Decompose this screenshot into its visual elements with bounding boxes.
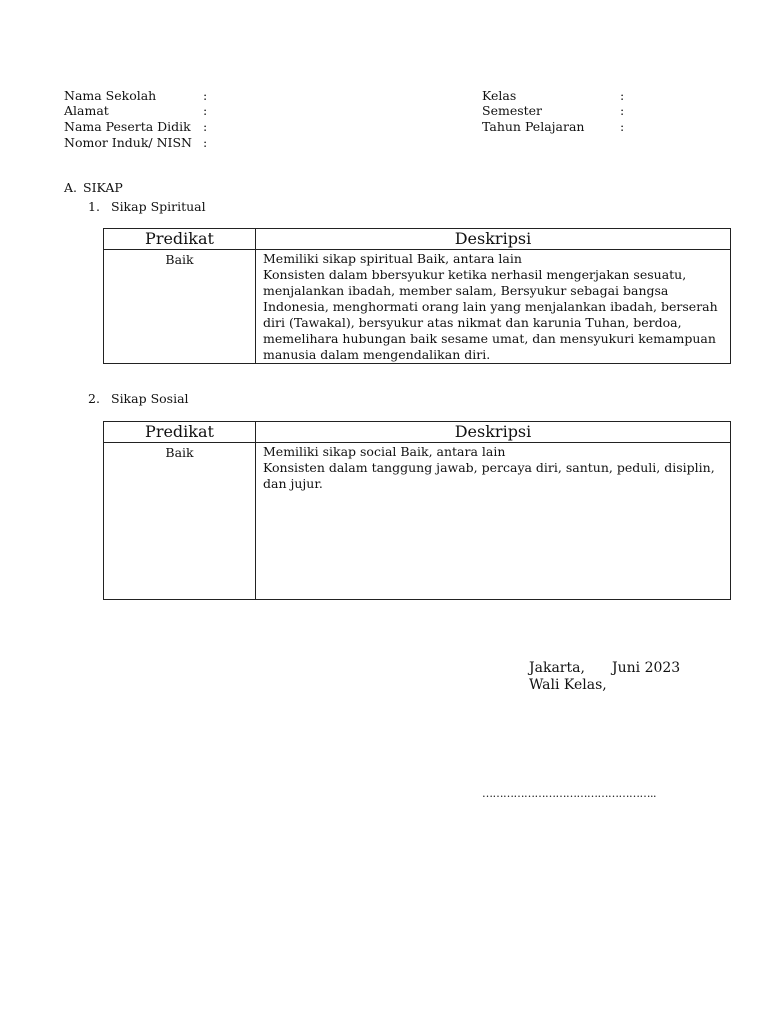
deskripsi-line-1: Memiliki sikap social Baik, antara lain xyxy=(263,444,506,459)
deskripsi-line-1: Memiliki sikap spiritual Baik, antara lain xyxy=(263,251,522,266)
colon: : xyxy=(203,88,208,103)
label-nomor-induk-nisn: Nomor Induk/ NISN xyxy=(64,135,192,150)
label-semester: Semester xyxy=(482,103,543,118)
colon: : xyxy=(203,119,208,134)
label-nama-peserta-didik: Nama Peserta Didik xyxy=(64,119,191,134)
item-number: 1. xyxy=(88,199,100,214)
table-header-row xyxy=(104,422,731,443)
predikat-value: Baik xyxy=(104,443,256,600)
colon: : xyxy=(203,103,208,118)
col-header-deskripsi: Deskripsi xyxy=(256,422,731,443)
deskripsi-cell xyxy=(256,443,731,600)
predikat-value: Baik xyxy=(104,250,256,364)
col-header-predikat: Predikat xyxy=(104,229,256,250)
colon: : xyxy=(620,119,625,134)
table-header-row xyxy=(104,229,731,250)
label-nama-sekolah: Nama Sekolah xyxy=(64,88,157,103)
deskripsi-line-2: Konsisten dalam bbersyukur ketika nerhasil mengerjakan sesuatu, menjalankan ibadah, member salam, Bersyukur sebagai bangsa Indonesia, menghormati orang lain yang menjalankan ibadah, berserah diri (Tawakal), bersyukur atas nikmat dan karunia Tuhan, berdoa, memelihara hubungan baik sesame umat, dan mensyukuri kemampuan manusia dalam mengendalikan diri. xyxy=(263,267,718,362)
label-kelas: Kelas xyxy=(482,88,517,103)
item-number: 2. xyxy=(88,391,100,406)
col-header-deskripsi: Deskripsi xyxy=(256,229,731,250)
signature-date: Juni 2023 xyxy=(612,660,681,676)
colon: : xyxy=(620,88,625,103)
label-alamat: Alamat xyxy=(64,103,109,118)
label-tahun-pelajaran: Tahun Pelajaran xyxy=(482,119,585,134)
deskripsi-line-2: Konsisten dalam tanggung jawab, percaya diri, santun, peduli, disiplin, dan jujur. xyxy=(263,460,715,491)
signature-role: Wali Kelas, xyxy=(529,677,607,693)
table-sikap-sosial xyxy=(103,421,731,600)
colon: : xyxy=(203,135,208,150)
col-header-predikat: Predikat xyxy=(104,422,256,443)
signature-line: ………………………………………….. xyxy=(482,787,656,800)
deskripsi-cell xyxy=(256,250,731,364)
table-row xyxy=(104,443,731,600)
signature-city: Jakarta, xyxy=(529,660,585,676)
colon: : xyxy=(620,103,625,118)
item-title-sikap-sosial: Sikap Sosial xyxy=(111,391,189,406)
section-title: SIKAP xyxy=(83,180,123,195)
section-letter: A. xyxy=(64,180,78,195)
item-title-sikap-spiritual: Sikap Spiritual xyxy=(111,199,206,214)
table-row xyxy=(104,250,731,364)
table-sikap-spiritual xyxy=(103,228,731,364)
